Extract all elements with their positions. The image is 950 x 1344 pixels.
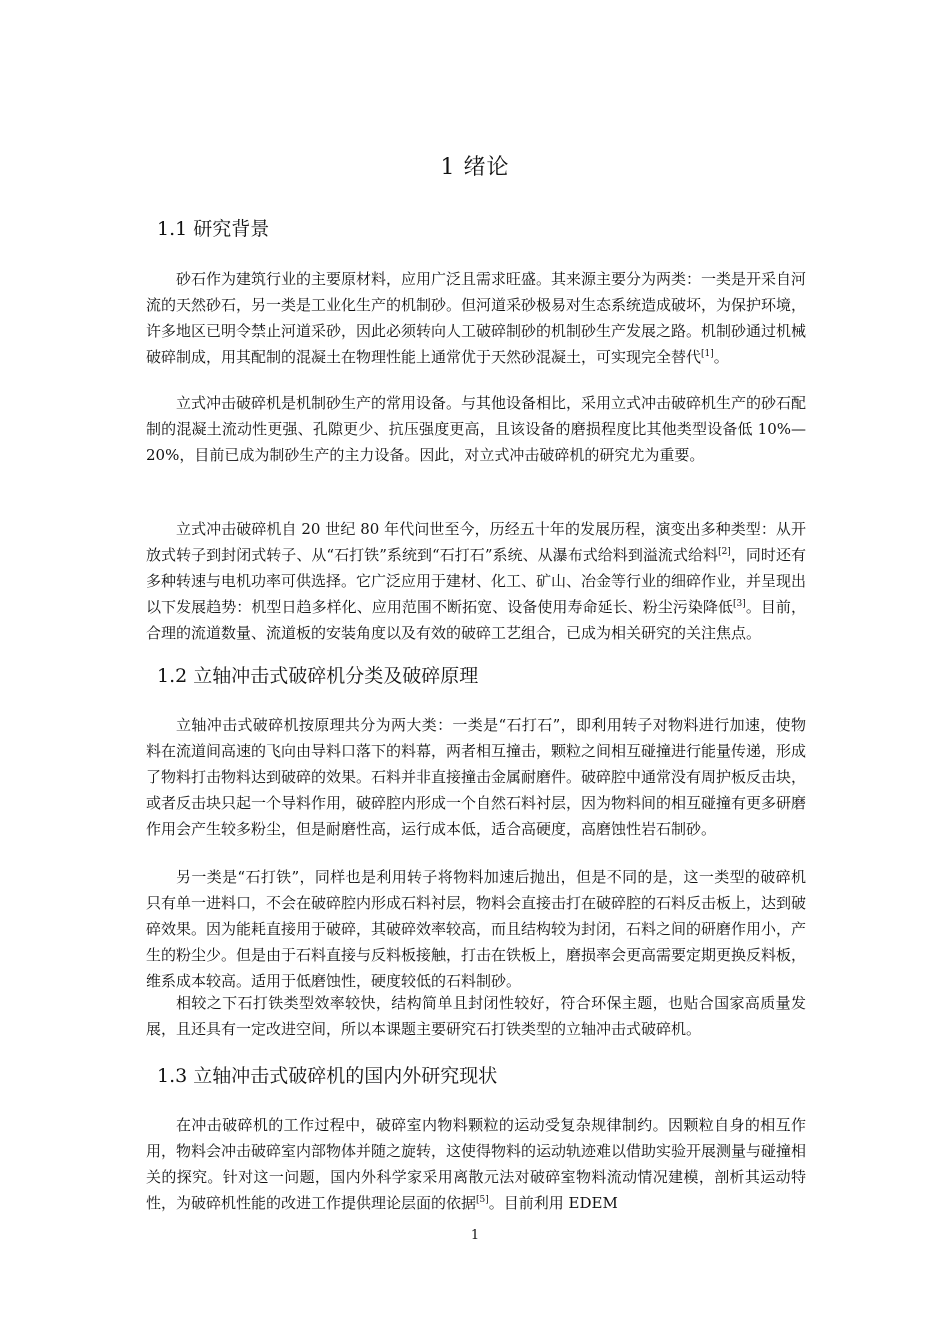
section-title-1-2: 1.2 立轴冲击式破碎机分类及破碎原理	[157, 665, 479, 687]
paragraph: 在冲击破碎机的工作过程中，破碎室内物料颗粒的运动受复杂规律制约。因颗粒自身的相互作用，物料会冲击破碎室内部物体并随之旋转，这使得物料的运动轨迹难以借助实验开展测量与碰撞相关的探究。针对这一问题，国内外科学家采用离散元法对破碎室物料流动情况建模，剖析其运动特性，为破碎机性能的改进工作提供理论层面的依据[5]。目前利用 EDEM	[146, 1116, 807, 1213]
citation: [3]	[733, 599, 746, 610]
section-title-1-1: 1.1 研究背景	[157, 218, 270, 240]
paragraph: 立式冲击破碎机自 20 世纪 80 年代问世至今，历经五十年的发展历程，演变出多种类型：从开放式转子到封闭式转子、从“石打铁”系统到“石打石”系统、从瀑布式给料到溢流式给料[2]，同时还有多种转速与电机功率可供选择。它广泛应用于建材、化工、矿山、冶金等行业的细碎作业，并呈现出以下发展趋势：机型日趋多样化、应用范围不断拓宽、设备使用寿命延长、粉尘污染降低[3]。目前，合理的流道数量、流道板的安装角度以及有效的破碎工艺组合，已成为相关研究的关注焦点。	[146, 520, 807, 643]
citation: [2]	[718, 547, 731, 558]
section-title-1-3: 1.3 立轴冲击式破碎机的国内外研究现状	[157, 1065, 498, 1087]
paragraph: 立式冲击破碎机是机制砂生产的常用设备。与其他设备相比，采用立式冲击破碎机生产的砂石配制的混凝土流动性更强、孔隙更少、抗压强度更高，且该设备的磨损程度比其他类型设备低 10%—20%，目前已成为制砂生产的主力设备。因此，对立式冲击破碎机的研究尤为重要。	[146, 394, 807, 465]
chapter-title: 1 绪论	[440, 155, 510, 180]
page-number: 1	[470, 1228, 480, 1243]
citation: [1]	[701, 349, 714, 360]
citation: [5]	[476, 1195, 489, 1206]
paragraph: 砂石作为建筑行业的主要原材料，应用广泛且需求旺盛。其来源主要分为两类：一类是开采自河流的天然砂石，另一类是工业化生产的机制砂。但河道采砂极易对生态系统造成破坏，为保护环境，许多地区已明令禁止河道采砂，因此必须转向人工破碎制砂的机制砂生产发展之路。机制砂通过机械破碎制成，用其配制的混凝土在物理性能上通常优于天然砂混凝土，可实现完全替代[1]。	[146, 270, 807, 367]
paragraph: 另一类是“石打铁”，同样也是利用转子将物料加速后抛出，但是不同的是，这一类型的破碎机只有单一进料口，不会在破碎腔内形成石料衬层，物料会直接击打在破碎腔的石料反击板上，达到破碎效果。因为能耗直接用于破碎，其破碎效率较高，而且结构较为封闭，石料之间的研磨作用小，产生的粉尘少。但是由于石料直接与反料板接触，打击在铁板上，磨损率会更高需要定期更换反料板，维系成本较高。适用于低磨蚀性，硬度较低的石料制砂。	[146, 868, 807, 991]
paragraph: 相较之下石打铁类型效率较快，结构简单且封闭性较好，符合环保主题，也贴合国家高质量发展，且还具有一定改进空间，所以本课题主要研究石打铁类型的立轴冲击式破碎机。	[146, 994, 806, 1039]
paragraph: 立轴冲击式破碎机按原理共分为两大类：一类是“石打石”，即利用转子对物料进行加速，使物料在流道间高速的飞向由导料口落下的料幕，两者相互撞击，颗粒之间相互碰撞进行能量传递，形成了物料打击物料达到破碎的效果。石料并非直接撞击金属耐磨件。破碎腔中通常没有周护板反击块，或者反击块只起一个导料作用，破碎腔内形成一个自然石料衬层，因为物料间的相互碰撞有更多研磨作用会产生较多粉尘，但是耐磨性高，运行成本低，适合高硬度，高磨蚀性岩石制砂。	[146, 716, 807, 839]
